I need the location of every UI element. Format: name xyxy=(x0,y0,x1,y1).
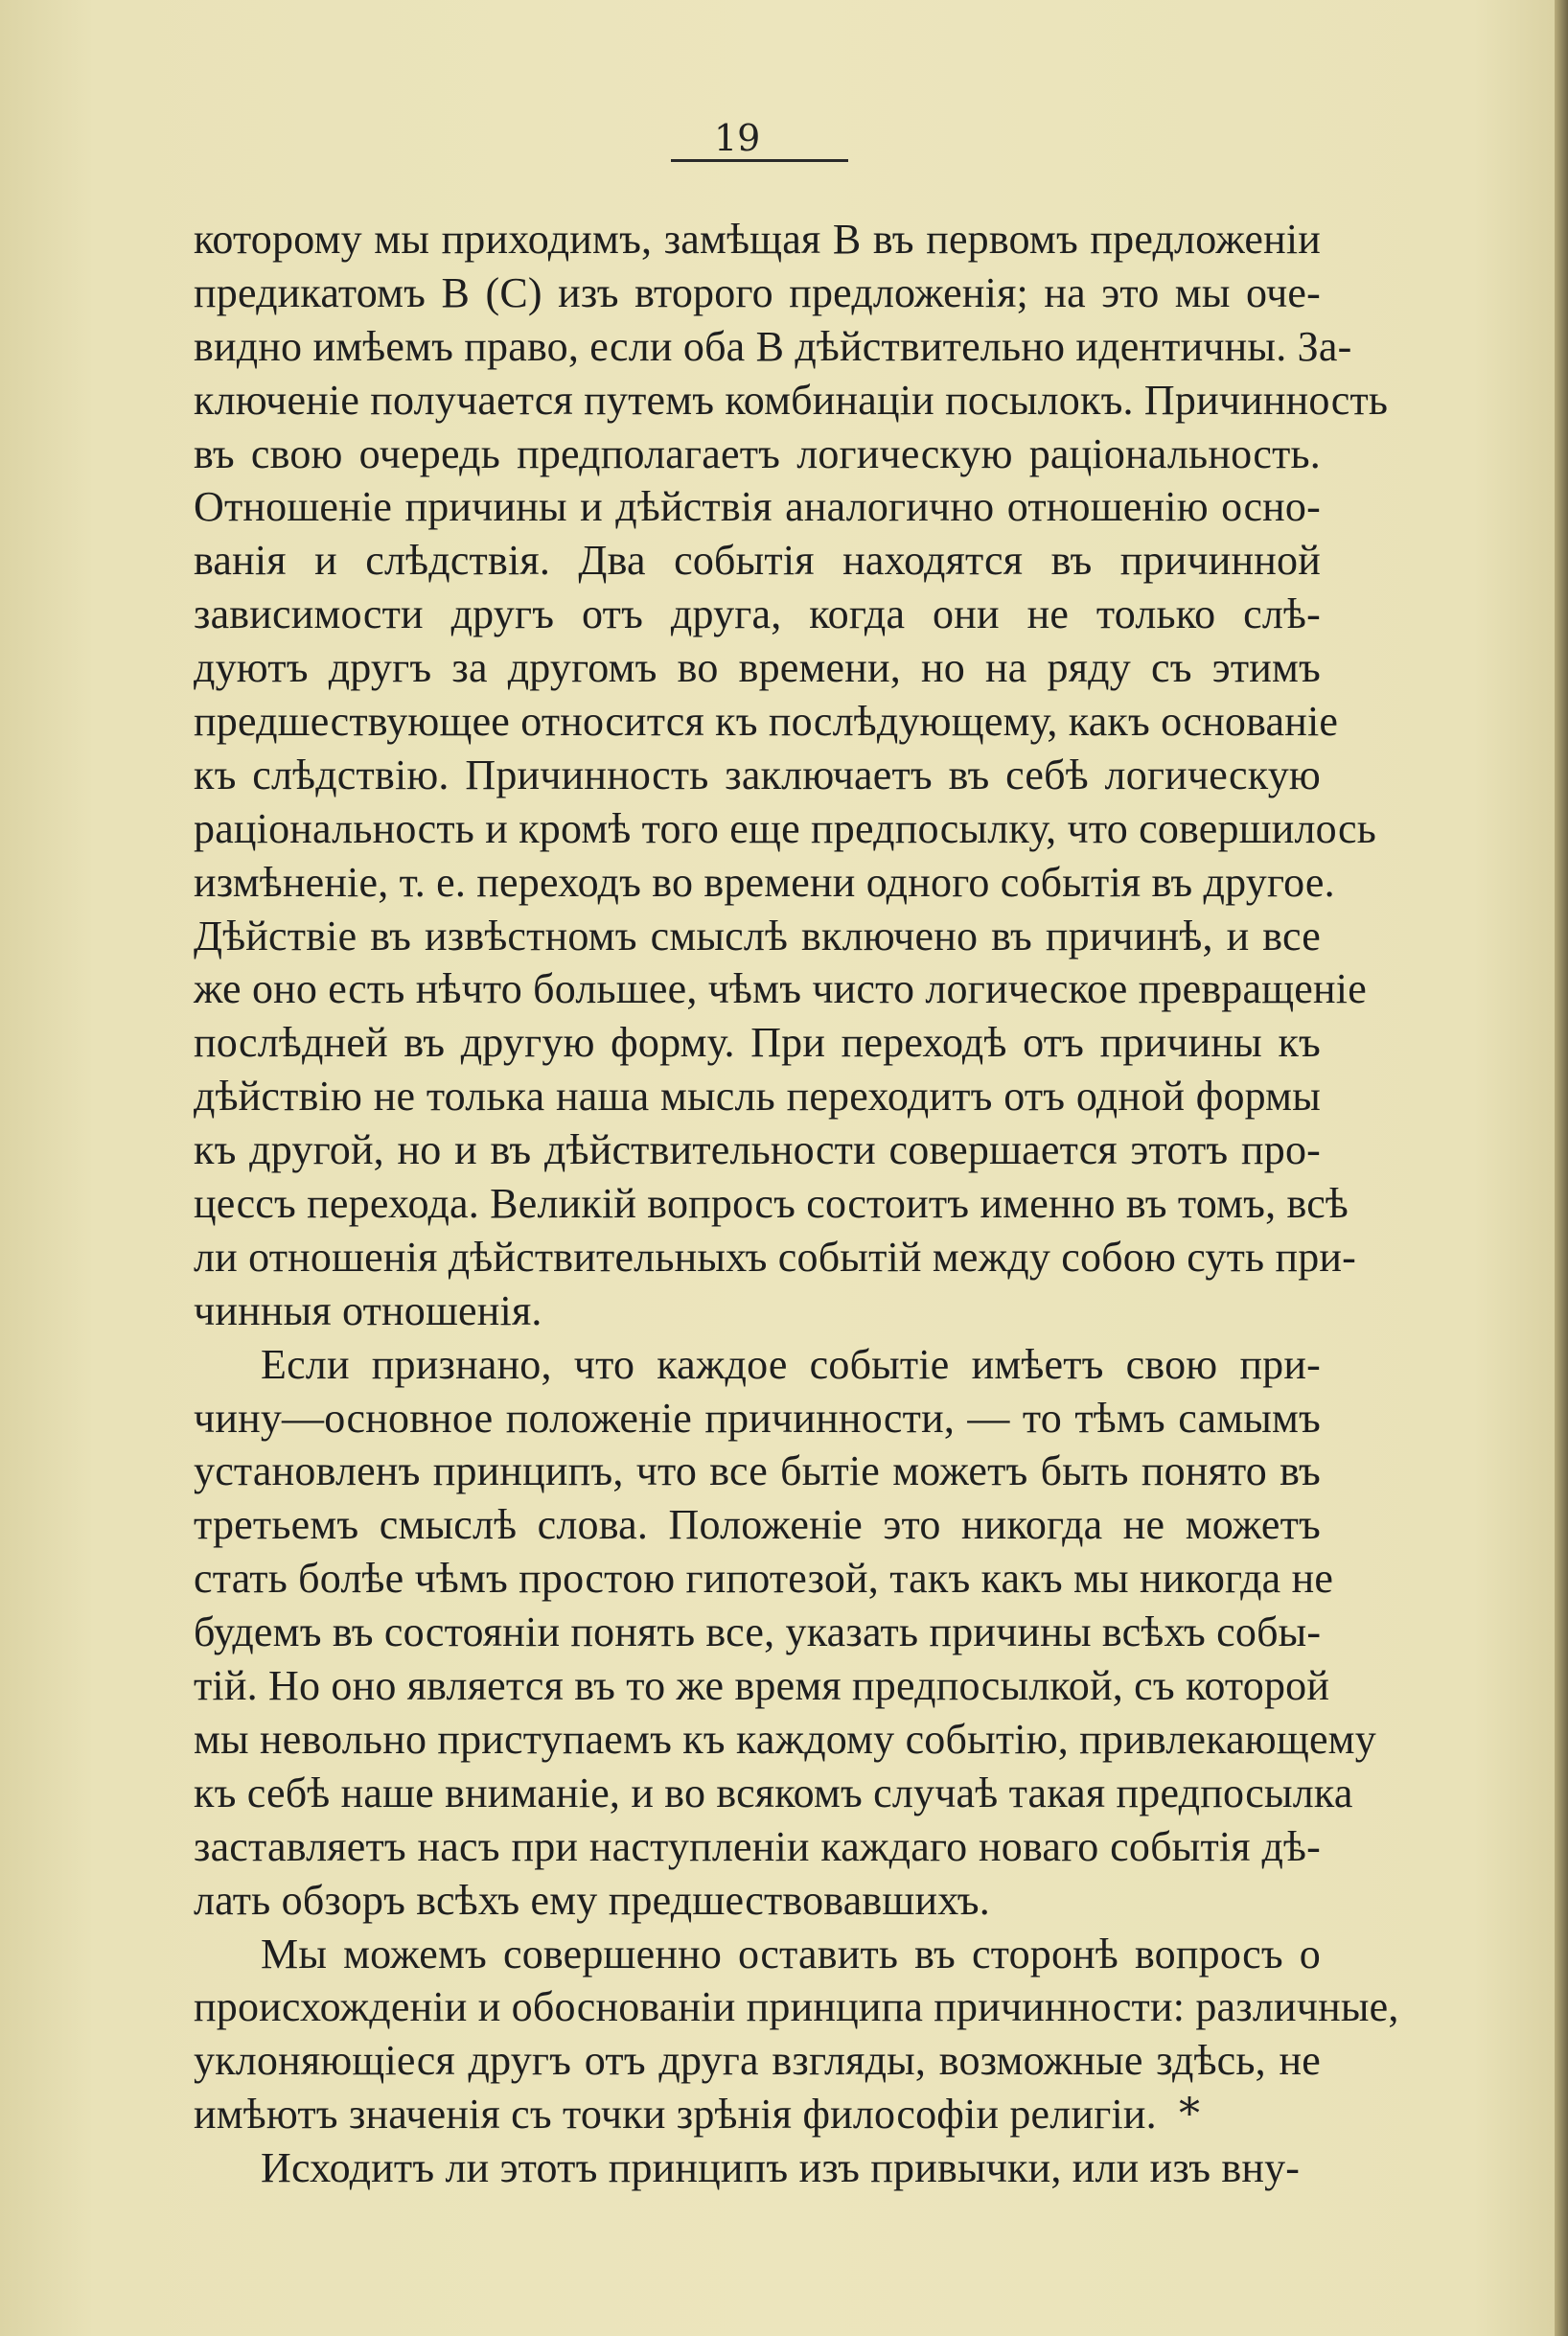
text-line: установленъ принципъ, что все бытiе можетъ быть понято въ xyxy=(194,1447,1321,1495)
text-line: предшествующее относится къ послѣдующему, какъ основанiе xyxy=(194,698,1339,746)
text-line: Мы можемъ совершенно оставить въ сторонѣ вопросъ о xyxy=(261,1930,1321,1978)
body-text xyxy=(194,213,1399,2195)
text-line: къ другой, но и въ дѣйствительности совершается этотъ про- xyxy=(194,1126,1321,1174)
text-line: къ себѣ наше вниманiе, и во всякомъ случаѣ такая предпосылка xyxy=(194,1769,1353,1816)
text-line: къ слѣдствiю. Причинность заключаетъ въ себѣ логическую xyxy=(194,751,1321,798)
text-line: чину—основное положенiе причинности, — то тѣмъ самымъ xyxy=(194,1394,1321,1442)
text-line: дуютъ другъ за другомъ во времени, но на ряду съ этимъ xyxy=(194,644,1321,692)
catchword-asterisk: * xyxy=(1179,2090,1200,2139)
text-line: Если признано, что каждое событiе имѣетъ свою при- xyxy=(261,1340,1321,1388)
paragraph xyxy=(194,213,1389,1338)
text-line: Дѣйствiе въ извѣстномъ смыслѣ включено въ причинѣ, и все xyxy=(194,912,1321,960)
text-line: третьемъ смыслѣ слова. Положенiе это никогда не можетъ xyxy=(194,1501,1321,1549)
text-line: видно имѣемъ право, если оба В дѣйствительно идентичны. За- xyxy=(194,322,1352,370)
text-line: послѣдней въ другую форму. При переходѣ отъ причины къ xyxy=(194,1019,1321,1067)
text-line: будемъ въ состоянiи понять все, указать причины всѣхъ собы- xyxy=(194,1608,1322,1656)
text-line: чинныя отношенiя. xyxy=(194,1286,542,1334)
text-line: цессъ перехода. Великiй вопросъ состоитъ именно въ томъ, всѣ xyxy=(194,1180,1349,1228)
text-line: происхожденiи и обоснованiи принципа причинности: различные, xyxy=(194,1983,1399,2031)
text-line: Отношенiе причины и дѣйствiя аналогично отношенiю осно- xyxy=(194,483,1321,531)
paragraph xyxy=(194,1338,1376,1928)
text-line: же оно есть нѣчто большее, чѣмъ чисто логическое превращенiе xyxy=(194,965,1367,1013)
paragraph xyxy=(194,2141,1321,2195)
text-line: измѣненiе, т. е. переходъ во времени одного событiя въ другое. xyxy=(194,858,1335,906)
text-line: тiй. Но оно является въ то же время предпосылкой, съ которой xyxy=(194,1662,1330,1710)
text-line: которому мы приходимъ, замѣщая В въ первомъ предложенiи xyxy=(194,216,1321,263)
text-line: ключенiе получается путемъ комбинацiи посылокъ. Причинность xyxy=(194,376,1389,424)
paragraph xyxy=(194,1928,1399,2142)
page-number-rule xyxy=(671,159,848,162)
text-line: рацiональность и кромѣ того еще предпосылку, что совершилось xyxy=(194,804,1376,852)
page-edge-shadow xyxy=(1555,0,1568,2336)
text-line: ванiя и слѣдствiя. Два событiя находятся въ причинной xyxy=(194,537,1321,585)
text-line: имѣютъ значенiя съ точки зрѣнiя философiи религiи. xyxy=(194,2091,1157,2139)
text-line: ли отношенiя дѣйствительныхъ событiй между собою суть при- xyxy=(194,1233,1357,1281)
text-line: мы невольно приступаемъ къ каждому событiю, привлекающему xyxy=(194,1715,1376,1763)
text-line: уклоняющiеся другъ отъ друга взгляды, возможные здѣсь, не xyxy=(194,2037,1321,2085)
text-line: дѣйствiю не толька наша мысль переходитъ отъ одной формы xyxy=(194,1073,1321,1121)
text-line: Исходитъ ли этотъ принципъ изъ привычки, или изъ вну- xyxy=(261,2144,1301,2192)
text-line: въ свою очередь предполагаетъ логическую рацiональность. xyxy=(194,429,1321,477)
text-line: лать обзоръ всѣхъ ему предшествовавшихъ. xyxy=(194,1876,990,1924)
text-line: предикатомъ В (С) изъ второго предложенiя; на это мы оче- xyxy=(194,268,1321,316)
page-number: 19 xyxy=(714,117,761,159)
text-line: зависимости другъ отъ друга, когда они не только слѣ- xyxy=(194,590,1321,638)
text-line: заставляетъ насъ при наступленiи каждаго новаго событiя дѣ- xyxy=(194,1822,1321,1870)
text-line: стать болѣе чѣмъ простою гипотезой, такъ какъ мы никогда не xyxy=(194,1555,1334,1603)
